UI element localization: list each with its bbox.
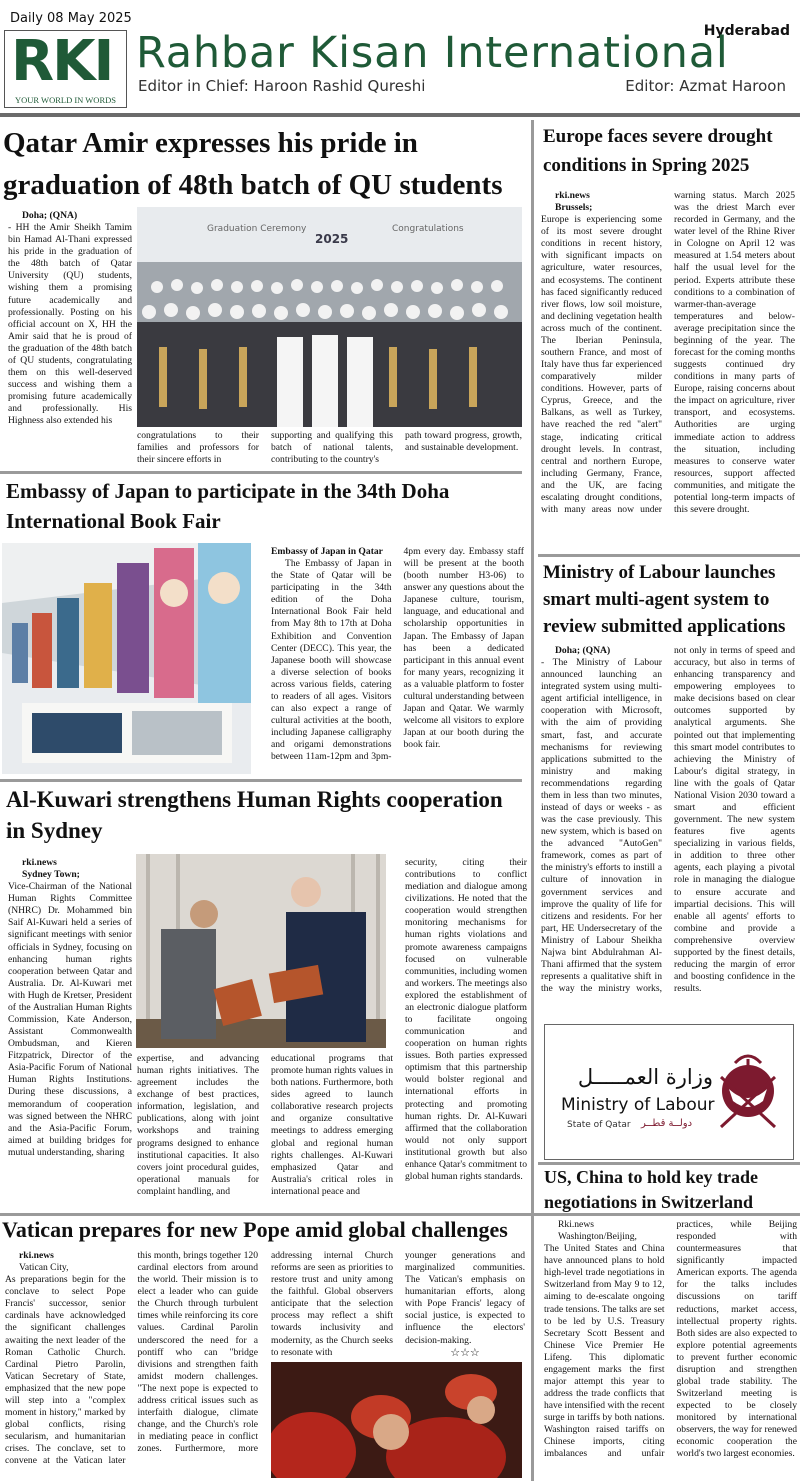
text-europe: Europe is experiencing some of its most severe drought conditions in recent history, with significant impacts on agriculture, water resources, and ecosystems. The continent has faced significantly reduced river flows, low soil moisture, and declining vegetation health across much of the continent. The Iberian Peninsula, southern France, and most of Italy have thus far experienced comparatively milder conditions. However, parts of Cyprus, Greece, and the Balkans, as well as Turkey, have reached the red "alert" stage, indicating critical drought levels. In contrast, central and northern Europe, including Germany, France, and the UK, are facing escalating drought conditions, with many areas now under warning status. March 2025 was the driest March ever recorded in Germany, and the water level of the Rhine River in Cologne on April 12 was measured at 1.54 meters about half the usual level for the period. Experts attribute these conditions to a combination of warmer-than-average temperatures and below-average precipitation since the beginning of the year. The forecast for the coming months suggests continued dry conditions in many parts of Europe, raising concerns about the impact on agriculture, river transport, and ecosystems. Authorities are urging immediate action to address the situation, including measures to conserve water resources, support affected communities, and mitigate the potential long-term impacts of this severe drought. [541,190,795,516]
body-europe [541,190,795,552]
text-japan: The Embassy of Japan in the State of Qatar will be participating in the 34th edition of the Doha International Book Fair held from May 8th to 17th at Doha Exhibition and Convention Center (DECC). This year, the Japanese booth will showcase a diverse selection of books across various fields, catering to readers of all ages. Visitors can also expect a range of cultural activities at the booth, including Japanese calligraphy and origami demonstrations between 11am-12pm and 3pm-4pm every day. Embassy staff will be present at the booth (booth number H3-06) to answer any questions about the Japanese culture, tourism, language, and educational and scholarship opportunities in Japan. The Embassy of Japan has been a dedicated participant in this annual event for many years, recognizing it as a valuable platform to foster cultural understanding between Japan and Qatar. We warmly welcome all visitors to explore Japan at our booth during the book fair. [271,546,524,763]
body-qatar-cont3: path toward progress, growth, and sustainable development. [405,430,522,454]
ministry-of-labour-logo [544,1024,794,1160]
body-vatican [5,1250,258,1478]
headline-europe: Europe faces severe drought conditions in Spring 2025 [543,126,773,176]
headline-qatar: Qatar Amir expresses his pride in graduation of 48th batch of QU students [3,127,503,201]
dateline-labour: Doha; (QNA) [555,645,611,656]
body-kuwari-cont1: expertise, and advancing human rights initiatives. The agreement includes the exchange of best practices, information, legislation, and publications, along with joint workshops and training programs designed to enhance institutional capacities. It also covers joint procedural guides, operational manuals for complaint handling, and [137,1053,259,1197]
qatar-emblem-icon [715,1047,781,1133]
photo-kuwari-meeting [136,854,386,1048]
headline-us-china: US, China to hold key trade negotiations in Switzerland [544,1167,759,1212]
dateline-vatican: Vatican City, [19,1262,69,1274]
body-japan [271,546,524,776]
body-vatican-cont2 [405,1250,525,1360]
column-divider [531,120,534,1220]
dateline-us-china: Washington/Beijing, [558,1231,637,1243]
photo-japan-bookfair [2,543,251,774]
photo-banner-right: Congratulations [392,224,464,234]
text-labour: - The Ministry of Labour announced launching an integrated system using multi-agent artificial intelligence, in cooperation with Microsoft, with the aim of providing smart, fast, and accurate mechanisms for reviewing applications submitted to the ministry and making recommendations regarding them in less than two minutes, instead of days or weeks - as was the case previously. This new system, which is based on the advanced "AutoGen" framework, comes as part of the ministry's efforts to instill a culture of innovation in government services and improve the quality of life for citizens and residents. For her part, HE Undersecretary of the Ministry of Labour Sheikha Najwa bint Abdulrahman Al-Thani affirmed that the system represents a qualitative shift in the way the ministry works, not only in terms of speed and accuracy, but also in terms of enhancing transparency and empowering employees to make decisions based on clear outcomes supported by analytical arguments. She pointed out that implementing this smart model contributes to achieving the Ministry of Labour's digital strategy, in line with the goals of Qatar National Vision 2030 toward a smart and efficient government. The new system features five agents specializing in various fields, in addition to three other agents, each playing a pivotal role in managing the dialogue to ensure accurate and impartial decisions. This will enable all agents' efforts to combine and provide a comprehensive overview supported by the finest details, reducing the margin of error and boosting confidence in the results. [541,645,795,995]
logo-state-ar: دولــة قطــر [641,1118,693,1129]
city: Hyderabad [703,23,790,39]
text-kuwari: Vice-Chairman of the National Human Rights Committee (NHRC) Dr. Mohammed bin Saif Al-Kuwari held a series of significant meetings with senior officials in Sydney, focusing on enhancing human rights cooperation between Qatar and Australia. Dr. Al-Kuwari met with Hugh de Kretser, President of the Australian Human Rights Commission, Kate Anderson, Assistant Commonwealth Ombudsman, and Kieren Fitzpatrick, Director of the Asia-Pacific Forum of National Human Rights Institutions. During these discussions, a memorandum of cooperation was signed between the NHRC and the Asia-Pacific Forum, aimed at building bridges for mutual understanding, sharing [8,881,132,1158]
headline-labour: Ministry of Labour launches smart multi-agent system to review submitted applications [543,562,786,637]
masthead-rule [0,113,800,117]
body-us-china [544,1219,797,1477]
dateline-japan: Embassy of Japan in Qatar [271,546,383,557]
headline-vatican: Vatican prepares for new Pope amid global challenges [2,1217,508,1242]
photo-vatican-cardinals [271,1362,522,1478]
dateline-qatar: Doha; (QNA) [22,210,78,221]
photo-banner-left: Graduation Ceremony [207,224,307,234]
photo-banner-mid: 2025 [315,232,349,246]
body-kuwari [8,857,132,1212]
masthead [0,0,800,112]
dateline-europe: Brussels; [555,202,593,214]
newspaper-title: Rahbar Kisan International [136,28,729,78]
rule-europe [538,554,800,557]
logo-english: Ministry of Labour [561,1095,715,1115]
logo [4,30,127,108]
body-kuwari-cont2: educational programs that promote human rights values in both nations. Furthermore, both sides agreed to launch collaborative research projects and organize consultative meetings to address emerging global and regional human rights challenges. Al-Kuwari emphasized Qatar and Australia's critical roles in international peace and [271,1053,393,1197]
body-qatar [8,210,132,468]
text-vatican-cont2: younger generations and marginalized communities. The Vatican's emphasis on humanitarian efforts, along with Pope Francis' legacy of social justice, is expected to influence the electors' decision-making. [405,1250,525,1346]
source-us-china: Rki.news [558,1219,594,1230]
body-kuwari-cont3: security, citing their contributions to conflict mediation and dialogue among civilizations. He noted that the cooperation would strengthen monitoring mechanisms for human rights violations and promote awareness campaigns focused on vulnerable communities, including women and workers. The meetings also explored the establishment of an electronic dialogue platform to facilitate ongoing communication and cooperation on human rights issues. Both parties expressed optimism that this partnership would bolster regional and international efforts in protecting and promoting human rights. Dr. Al-Kuwari affirmed that the collaboration would not only support institutional growth but also enhance Qatar's commitment to global human rights standards. [405,857,527,1183]
text-qatar: - HH the Amir Sheikh Tamim bin Hamad Al-Thani expressed his pride in the graduation of the 48th batch of Qatar University (QU) students, wishing them a promising future academically and professionally. Posting on his official account on X, HH the Amir said that he is proud of the graduation of the 48th batch of QU students, congratulating them on this well-deserved success and wishing them a promising future academically and professionally. His Highness also extended his [8,222,132,427]
editor: Editor: Azmat Haroon [625,77,786,95]
rule-qatar [0,471,522,474]
logo-text: RKI [11,30,113,94]
column-divider-bottom [531,1216,534,1481]
headline-japan: Embassy of Japan to participate in the 34th Doha International Book Fair [6,479,450,533]
issue-date: Daily 08 May 2025 [10,11,132,26]
logo-state: State of Qatar [567,1120,631,1130]
rule-japan [0,779,522,782]
stars-divider: ☆☆☆ [450,1346,480,1359]
source-kuwari: rki.news [22,857,57,868]
dateline-kuwari: Sydney Town; [22,869,80,881]
text-vatican: As preparations begin for the conclave to select Pope Francis' successor, senior cardinals have acknowledged the significant challenges awaiting the next leader of the Roman Catholic Church. Cardinal Pietro Parolin, Vatican Secretary of State, emphasized that the new pope will step into a "complex moment in history," marked by global conflicts, rising secularism, and humanitarian crises. The conclave, set to convene at the Vatican later this month, brings together 120 cardinal electors from around the world. Their mission is to elect a leader who can guide the Church through turbulent times while reinforcing its core values. Cardinal Parolin underscored the need for a pontiff who can "bridge divisions and strengthen faith amidst modern challenges. "The next pope is expected to address critical issues such as interfaith dialogue, climate change, and the Church's role in mediating peace in conflict zones. Furthermore, more [5,1250,258,1467]
editor-in-chief: Editor in Chief: Haroon Rashid Qureshi [138,77,426,95]
logo-arabic: وزارة العمـــــل [577,1065,713,1089]
body-labour [541,645,795,1020]
text-us-china: The United States and China have announced plans to hold high-level trade negotiations in Switzerland from May 9 to 12, aiming to de-escalate ongoing trade tensions. The talks are set to be led by U.S. Treasury Secretary Scott Bessent and Chinese Vice Premier He Lifeng. This diplomatic engagement marks the first major attempt this year to address the trade conflicts that have intensified with the recent surge in tariffs by both nations. Washington raised tariffs on Chinese imports, citing imbalances and unfair practices, while Beijing responded with countermeasures that significantly impacted American exports. The agenda for the talks includes discussions on tariff reductions, market access, intellectual property rights. Both sides are also expected to explore potential agreements to prevent further economic disruption and strengthen global trade stability. The Switzerland meeting is expected to be closely monitored by international observers, the way for renewed economic cooperation the world's two largest economies. [544,1219,797,1460]
photo-qatar-graduation [137,207,522,427]
logo-tagline: YOUR WORLD IN WORDS [15,95,116,105]
source-europe: rki.news [555,190,590,201]
body-vatican-cont1: addressing internal Church reforms are seen as priorities to restore trust and unity among the faithful. Global observers anticipate that the selection process may reflect a shift towards inclusivity and modernity, as the Church seeks to resonate with [271,1250,393,1358]
source-vatican: rki.news [19,1250,54,1261]
body-qatar-cont1: congratulations to their families and professors for their sincere efforts in [137,430,259,466]
body-qatar-cont2: supporting and qualifying this batch of national talents, contributing to the country's [271,430,393,466]
headline-kuwari: Al-Kuwari strengthens Human Rights cooperation in Sydney [6,787,503,843]
